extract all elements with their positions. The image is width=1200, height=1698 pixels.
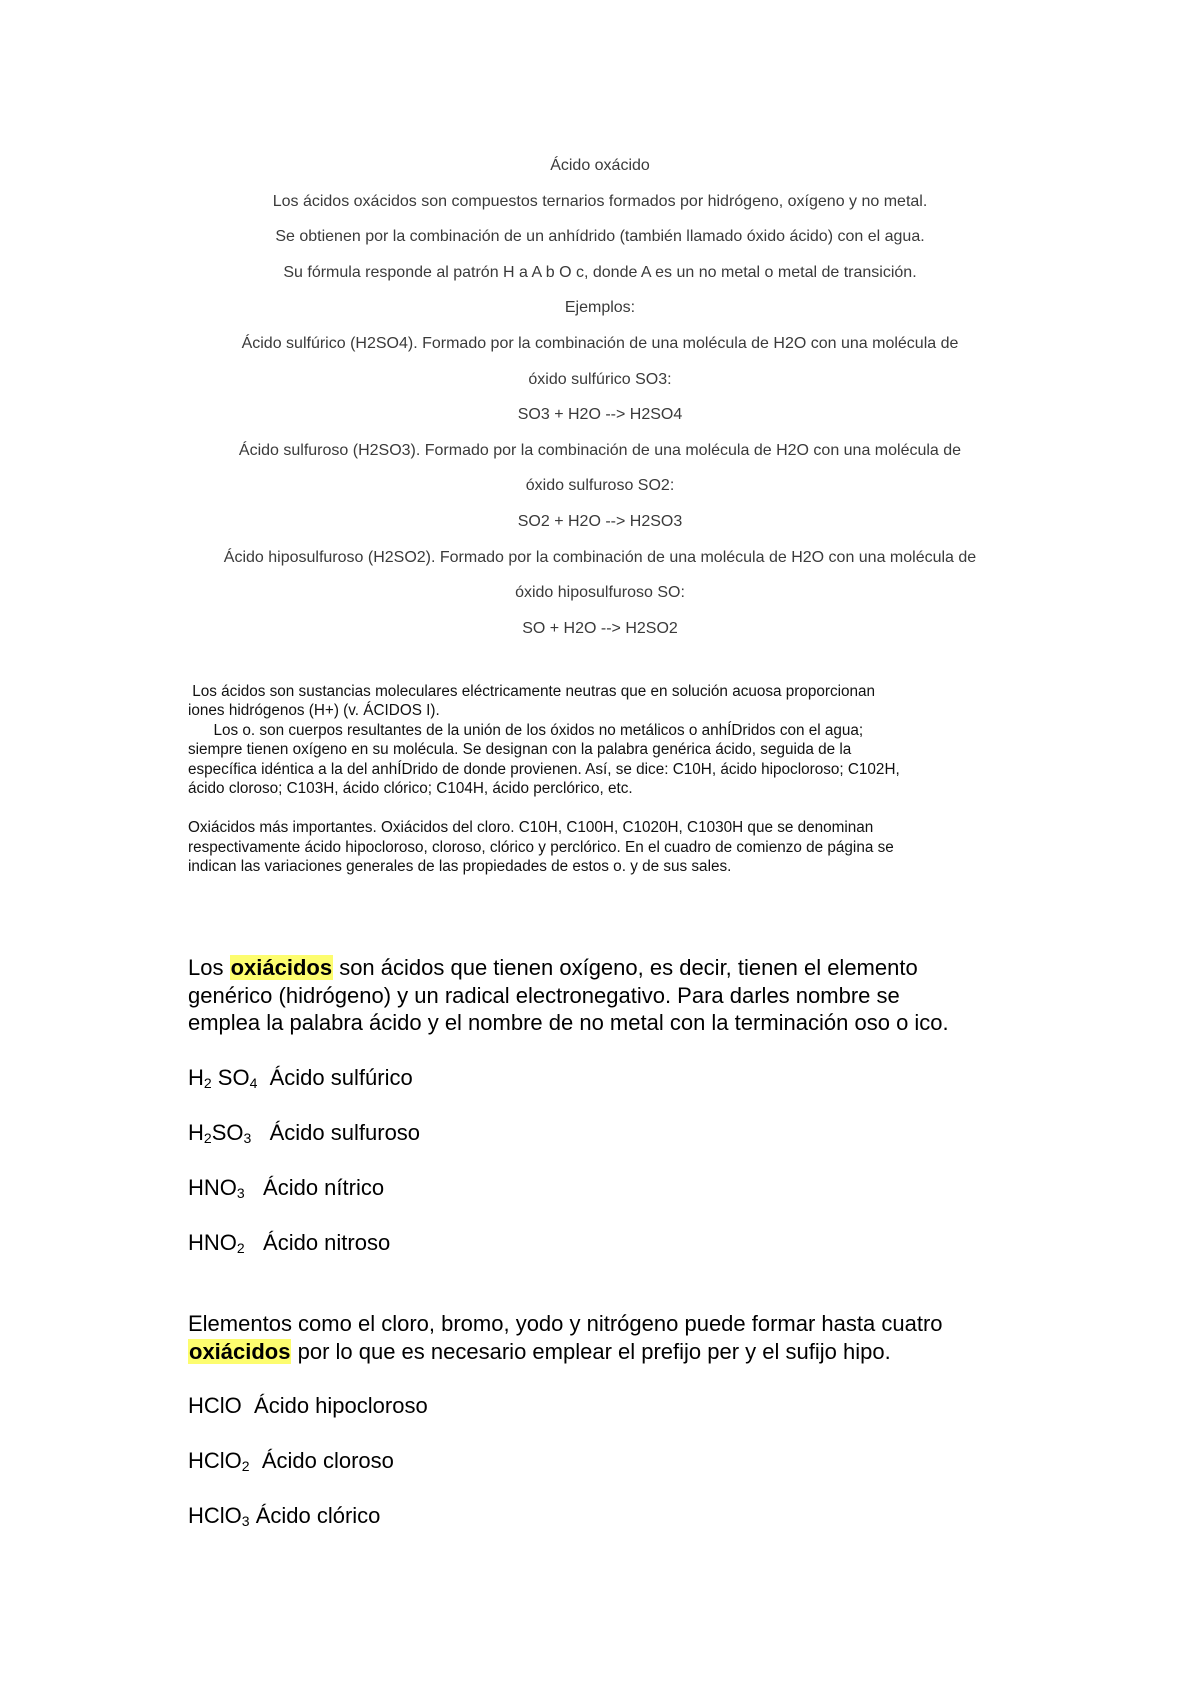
text-line: iones hidrógenos (H+) (v. ÁCIDOS I). xyxy=(188,702,440,720)
formula-row: HClO Ácido hipocloroso xyxy=(188,1393,428,1418)
equation: SO2 + H2O --> H2SO3 xyxy=(517,512,683,530)
oxiacidos-paragraph xyxy=(188,954,1088,1037)
formula-name: Ácido nítrico xyxy=(263,1175,385,1200)
highlighted-term: oxiácidos xyxy=(189,1338,291,1364)
text-line: óxido hiposulfuroso SO: xyxy=(515,584,685,602)
formula-name: Ácido sulfuroso xyxy=(269,1120,421,1145)
text-line: respectivamente ácido hipocloroso, cloroso, clórico y perclórico. En el cuadro de comienzo de página se xyxy=(188,838,894,856)
text-line: Los o. son cuerpos resultantes de la unión de los óxidos no metálicos o anhÍDridos con el agua; xyxy=(188,721,864,739)
formula-row: $H_2$ $SO_4$ Ácido sulfúrico xyxy=(188,1065,413,1091)
text-line: siempre tienen oxígeno en su molécula. Se designan con la palabra genérica ácido, seguida de la xyxy=(188,741,852,759)
formula-row: $H_2SO_3$ Ácido sulfuroso xyxy=(188,1120,421,1146)
text-line: emplea la palabra ácido y el nombre de no metal con la terminación oso o ico. xyxy=(188,1010,949,1035)
intro-section xyxy=(150,155,1050,653)
examples-heading: Ejemplos: xyxy=(564,299,636,317)
text-line: Ácido sulfúrico (H2SO4). Formado por la combinación de una molécula de H2O con una molécula de xyxy=(241,334,959,352)
text-line: Su fórmula responde al patrón H a A b O c, donde A es un no metal o metal de transición. xyxy=(283,263,917,281)
text-line: Elementos como el cloro, bromo, yodo y nitrógeno puede formar hasta cuatro xyxy=(188,1311,943,1336)
formula-name: Ácido nitroso xyxy=(263,1230,391,1255)
text-line: Oxiácidos más importantes. Oxiácidos del cloro. C10H, C100H, C1020H, C1030H que se denominan xyxy=(188,819,874,837)
formula-name: Ácido sulfúrico xyxy=(269,1065,413,1090)
formula-name: Ácido hipocloroso xyxy=(254,1393,428,1418)
text-line: Se obtienen por la combinación de un anhídrido (también llamado óxido ácido) con el agua. xyxy=(275,228,925,246)
text-line: oxiácidos por lo que es necesario emplear el prefijo per y el sufijo hipo. xyxy=(189,1338,891,1364)
text-line: óxido sulfuroso SO2: xyxy=(525,477,675,495)
text-line: Ácido hiposulfuroso (H2SO2). Formado por la combinación de una molécula de H2O con una molécula de xyxy=(223,548,977,566)
equation: SO + H2O --> H2SO2 xyxy=(522,619,678,637)
formula-row: HClO$_2$ Ácido cloroso xyxy=(188,1448,394,1474)
equation: SO3 + H2O --> H2SO4 xyxy=(517,406,683,424)
formula-name: Ácido clórico xyxy=(255,1503,381,1528)
text-line: indican las variaciones generales de las propiedades de estos o. y de sus sales. xyxy=(188,858,732,876)
highlighted-term: oxiácidos xyxy=(230,955,333,980)
doc-title: Ácido oxácido xyxy=(550,157,650,174)
formula-row: $HNO_3$ Ácido nítrico xyxy=(188,1175,385,1201)
elements-paragraph xyxy=(188,1310,1088,1365)
text-line: genérico (hidrógeno) y un radical electronegativo. Para darles nombre se xyxy=(188,982,900,1008)
text-line: óxido sulfúrico SO3: xyxy=(528,370,672,388)
encyclopedia-section xyxy=(188,682,1028,877)
text-line: Ácido sulfuroso (H2SO3). Formado por la combinación de una molécula de H2O con una molécula de xyxy=(238,441,962,459)
formula-name: Ácido cloroso xyxy=(261,1448,394,1473)
text-line: específica idéntica a la del anhÍDrido de donde provienen. Así, se dice: C10H, ácido hipocloroso; C102H, xyxy=(188,760,900,778)
text-line: Los oxiácidos son ácidos que tienen oxígeno, es decir, tienen el elemento xyxy=(188,955,918,980)
text-line: ácido cloroso; C103H, ácido clórico; C104H, ácido perclórico, etc. xyxy=(188,780,633,798)
formula-row: HClO$_3$ Ácido clórico xyxy=(188,1503,381,1529)
formula-row: $HNO_2$ Ácido nitroso xyxy=(188,1230,391,1256)
text-line: Los ácidos son sustancias moleculares eléctricamente neutras que en solución acuosa proporcionan xyxy=(188,683,876,700)
text-line: Los ácidos oxácidos son compuestos ternarios formados por hidrógeno, oxígeno y no metal. xyxy=(272,192,928,210)
